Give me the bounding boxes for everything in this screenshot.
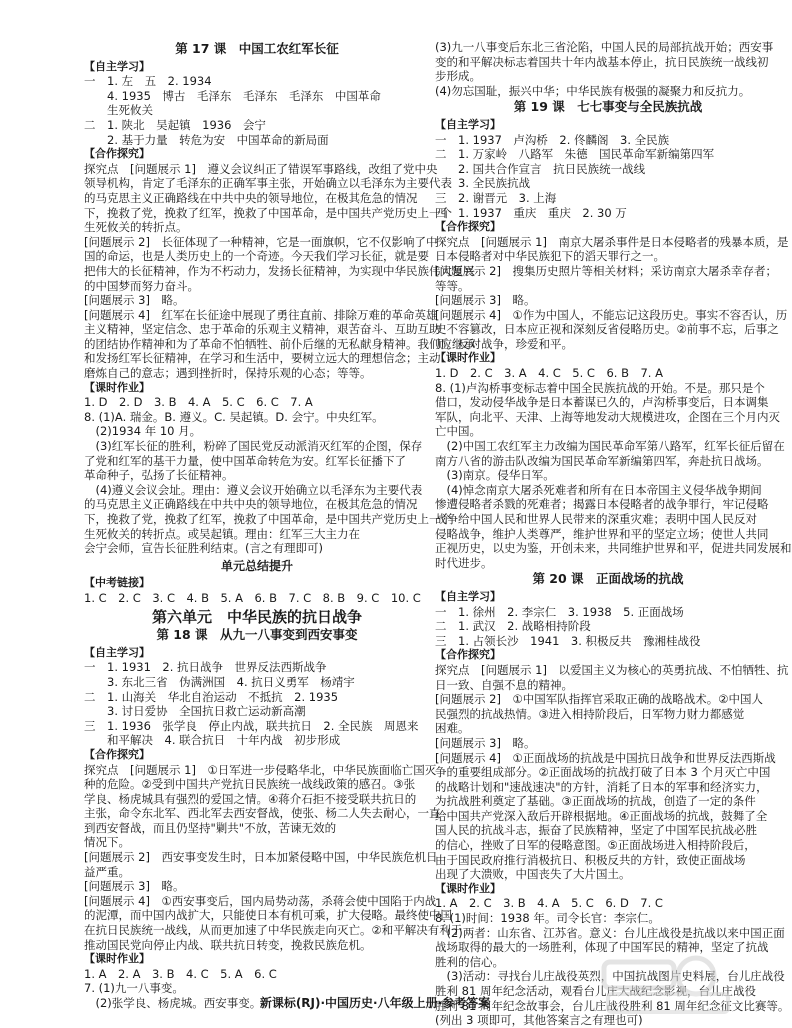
text-line: 困难。 <box>435 721 470 736</box>
text-line: 下，挽救了党，挽救了红军，挽救了中国革命，是中国共产党历史上一个 <box>84 512 452 526</box>
text-line: 情况下。 <box>84 835 130 850</box>
text-line: 民强烈的抗战热情。③进入相持阶段后，日军物力财力都感觉 <box>435 706 745 721</box>
text-line: 3. 全民族抗战 <box>435 176 531 191</box>
text-line: 战场取得的最大的一场胜利，体现了中国军民的精神，坚定了抗战 <box>435 940 769 955</box>
text-line: 8. (1)时间：1938 年。司令长官：李宗仁。 <box>435 911 660 926</box>
text-line: 日本侵略者对中华民族犯下的滔天罪行之一。 <box>435 249 665 264</box>
text-line: 二 1. 武汉 2. 战略相持阶段 <box>435 619 591 634</box>
text-line: 侵略战争，维护人类尊严，维护世界和平的坚定立场；使世人共同 <box>435 526 769 541</box>
text-line: 战争给中国人民和世界人民带来的深重灾难；表明中国人民反对 <box>435 512 757 526</box>
tag-heading: 【自主学习】 <box>435 589 501 603</box>
text-line: (3)红军长征的胜利，粉碎了国民党反动派消灭红军的企图，保存 <box>84 439 423 454</box>
text-line: 和发扬红军长征精神，在学习和生活中，要树立远大的理想信念；主动 <box>84 351 441 366</box>
text-line: 一 1. 徐州 2. 李宗仁 3. 1938 5. 正面战场 <box>435 604 684 619</box>
text-line: 的泥潭，而中国内战扩大，只能使日本有机可乘，扩大侵略。最终使中国 <box>84 908 452 923</box>
text-line: 三 1. 占领长沙 1941 3. 积极反共 豫湘桂战役 <box>435 633 701 648</box>
text-line: 主义精神，坚定信念、忠于革命的乐观主义精神，艰苦奋斗、互助互助 <box>84 322 441 337</box>
text-line: 四 1. 1937 重庆 重庆 2. 30 万 <box>435 205 627 220</box>
text-line: 了党和红军的基干力量，使中国革命转危为安。红军长征播下了 <box>84 453 406 468</box>
text-line: 惨遭侵略者杀戮的死难者；揭露日本侵略者的战争罪行，牢记侵略 <box>435 497 769 512</box>
text-line: 1. C 2. C 3. C 4. B 5. A 6. B 7. C 8. B 9. C 10. C <box>84 590 421 605</box>
text-line: 探究点 [问题展示 1] 遵义会议纠正了错误军事路线，改组了党中央 <box>84 161 438 176</box>
text-line: 的团结协作精神和为了革命不怕牺牲、前仆后继的无私献身精神。我们应继承 <box>84 336 475 351</box>
text-line: 出现了大溃败，中国丧失了大片国土。 <box>435 867 631 882</box>
text-line: 探究点 [问题展示 1] 以爱国主义为核心的英勇抗战、不怕牺牲、抗 <box>435 662 789 677</box>
unit-heading: 第六单元 中华民族的抗日战争 <box>151 607 362 626</box>
text-line: [问题展示 2] 西安事变发生时，日本加紧侵略中国，中华民族危机日 <box>84 850 438 865</box>
page-footer: 新课标(RJ)·中国历史·八年级上册·参考答案 <box>259 996 491 1010</box>
text-line: 8. (1)A. 瑞金。B. 遵义。C. 吴起镇。D. 会宁。中央红军。 <box>84 409 384 424</box>
text-line: 军队，向北平、天津、上海等地发动大规模进攻，企图在三个月内灭 <box>435 409 780 424</box>
text-line: 3. 东北三省 伪满洲国 4. 抗日义勇军 杨靖宇 <box>84 674 355 689</box>
text-line: 探究点 [问题展示 1] ①日军进一步侵略华北，中华民族面临亡国灭 <box>84 762 437 777</box>
text-line: 探究点 [问题展示 1] 南京大屠杀事件是日本侵略者的残暴本质，是 <box>435 234 789 249</box>
text-line: 8. (1)卢沟桥事变标志着中国全民族抗战的开始。不是。那只是个 <box>435 380 765 395</box>
text-line: 二 1. 山海关 华北自治运动 不抵抗 2. 1935 <box>84 689 339 704</box>
text-line: 给中国共产党深入敌后开辟根据地。④正面战场的抗战，鼓舞了全 <box>435 808 768 823</box>
text-line: 南方八省的游击队改编为国民革命军新编第四军，奔赴抗日战场。 <box>435 453 769 468</box>
text-line: 磨炼自己的意志；遇到挫折时，保持乐观的心态；等等。 <box>84 366 372 381</box>
tag-heading: 【自主学习】 <box>84 645 150 659</box>
text-line: 胜利 81 周年纪念活动，观看台儿庄大战纪念影视，台儿庄战役 <box>435 984 756 998</box>
text-line: 日一致、自强不息的精神。 <box>435 677 573 692</box>
text-line: 借口，发动侵华战争是日本蓄谋已久的，卢沟桥事变后，日本调集 <box>435 395 769 410</box>
text-line: 种的危险。②受到中国共产党抗日民族统一战线政策的感召。③张 <box>84 777 416 792</box>
text-line: 变的和平解决标志着国共十年内战基本停止，抗日民族统一战线初 <box>435 54 769 69</box>
text-line: (4)悼念南京大屠杀死难者和所有在日本帝国主义侵华战争期间 <box>435 482 762 497</box>
text-line: 生死攸关的转折点。 <box>84 220 188 235</box>
text-line: 1. D 2. C 3. A 4. C 5. C 6. B 7. A <box>435 366 663 381</box>
text-line: 一 1. 1937 卢沟桥 2. 佟麟阁 3. 全民族 <box>435 132 670 147</box>
text-line: 的马克思主义正确路线在中共中央的领导地位，在极其危急的情况 <box>84 497 418 512</box>
text-line: (2)张学良、杨虎城。西安事变。 <box>84 996 262 1010</box>
text-line: 把伟大的长征精神，作为不朽动力，发扬长征精神，为实现中华民族伟大复兴 <box>84 263 475 278</box>
tag-heading: 【自主学习】 <box>435 117 501 131</box>
text-line: 师。反对战争，珍爱和平。 <box>435 336 573 351</box>
lesson-heading: 第 20 课 正面战场的抗战 <box>532 571 684 587</box>
text-line: 益严重。 <box>84 864 130 879</box>
text-line: 的战略计划和"速战速决"的方针，消耗了日本的军事和经济实力， <box>435 779 768 794</box>
text-line: [问题展示 4] ①西安事变后，国内局势动荡，杀蒋会使中国陷于内战 <box>84 893 437 908</box>
text-line: 国人民的抗战斗志，振奋了民族精神，坚定了中国军民抗战必胜 <box>435 823 757 838</box>
text-line: 一 1. 左 五 2. 1934 <box>84 74 212 89</box>
text-line: [问题展示 2] ①中国军队指挥官采取正确的战略战术。②中国人 <box>435 692 764 707</box>
text-line: 推动国民党向停止内战、联共抗日转变，挽救民族危机。 <box>84 937 372 952</box>
text-line: 革命种子，弘扬了长征精神。 <box>84 468 234 483</box>
tag-heading: 【中考链接】 <box>84 576 150 590</box>
text-line: 三 1. 1936 张学良 停止内战，联共抗日 2. 全民族 周恩来 <box>84 718 419 733</box>
text-line: 1. D 2. D 3. B 4. A 5. C 6. C 7. A <box>84 395 313 410</box>
text-line: 二 1. 陕北 吴起镇 1936 会宁 <box>84 117 266 132</box>
text-line: [问题展示 3] 略。 <box>435 293 536 308</box>
text-line: 3. 讨日爱协 全国抗日救亡运动新高潮 <box>84 704 306 719</box>
text-line: 下，挽救了党，挽救了红军，挽救了中国革命，是中国共产党历史上一个 <box>84 205 452 220</box>
tag-heading: 【合作探究】 <box>435 648 501 662</box>
text-line: 的信心，挫败了日军的侵略意图。⑤正面战场进入相持阶段后， <box>435 838 756 853</box>
text-line: (2)1934 年 10 月。 <box>84 424 202 439</box>
text-line: 时代进步。 <box>435 555 493 570</box>
text-line: 1. A 2. A 3. B 4. C 5. A 6. C <box>84 966 277 981</box>
tag-heading: 【课时作业】 <box>435 351 501 365</box>
text-line: (4)遵义会议会址。理由：遵义会议开始确立以毛泽东为主要代表 <box>84 482 423 497</box>
watermark-logo <box>598 952 738 1018</box>
text-line: 到西安督战，而且仍坚持"剿共"不放，苦谏无效的 <box>84 820 337 835</box>
text-line: 胜利 81 周年纪念故事会，台儿庄战役胜利 81 周年纪念征文比赛等。 <box>435 998 790 1013</box>
text-line: 二 1. 万家岭 八路军 朱德 国民革命军新编第四军 <box>435 147 715 162</box>
text-line: 会宁会师，宣告长征胜利结束。(言之有理即可) <box>84 541 323 556</box>
text-line: 一 1. 1931 2. 抗日战争 世界反法西斯战争 <box>84 660 327 675</box>
text-line: 等等。 <box>435 278 470 293</box>
lesson-heading: 第 18 课 从九一八事变到西安事变 <box>156 627 358 643</box>
tag-heading: 【自主学习】 <box>84 59 150 73</box>
text-line: [问题展示 4] 红军在长征途中展现了勇往直前、排除万难的革命英雄 <box>84 307 438 322</box>
text-line: [问题展示 3] 略。 <box>435 735 536 750</box>
text-line: 国的命运，也是人类历史上的一个奇迹。今天我们学习长征，就是要 <box>84 249 429 264</box>
tag-heading: 【合作探究】 <box>84 747 150 761</box>
lesson-heading: 第 19 课 七七事变与全民族抗战 <box>513 99 703 115</box>
text-line: [问题展示 4] ①作为中国人，不能忘记这段历史。事实不容否认，历 <box>435 307 788 322</box>
tag-heading: 【合作探究】 <box>84 147 150 161</box>
text-line: (2)两者：山东省、江苏省。意义：台儿庄战役是抗战以来中国正面 <box>435 925 785 940</box>
text-line: (3)南京。侵华日军。 <box>435 468 555 483</box>
text-line: 和平解决 4. 联合抗日 十年内战 初步形成 <box>84 733 341 748</box>
text-line: 的中国梦而努力奋斗。 <box>84 278 199 293</box>
text-line: (3)活动：寻找台儿庄战役英烈，中国抗战图片史料展，台儿庄战役 <box>435 969 785 984</box>
text-line: 由于国民政府推行消极抗日、积极反共的方针，致使正面战场 <box>435 852 746 867</box>
text-line: 步形成。 <box>435 69 481 84</box>
text-line: (4)勿忘国耻，振兴中华；中华民族有极强的凝聚力和反抗力。 <box>435 83 751 98</box>
text-line: [问题展示 3] 略。 <box>84 293 185 308</box>
text-line: [问题展示 4] ①正面战场的抗战是中国抗日战争和世界反法西斯战 <box>435 750 776 765</box>
text-line: 亡中国。 <box>435 424 481 439</box>
text-line: 的马克思主义正确路线在中共中央的领导地位，在极其危急的情况 <box>84 190 418 205</box>
text-line: 正视历史，以史为鉴，开创未来，共同维护世界和平，促进共同发展和 <box>435 541 792 556</box>
text-line: 三 2. 谢晋元 3. 上海 <box>435 190 557 205</box>
text-line: 生死攸关 <box>84 103 153 118</box>
text-line: 在抗日民族统一战线，从而更加速了中华民族走向灭亡。②和平解决有利于 <box>84 923 463 938</box>
text-line: 1. A 2. C 3. B 4. A 5. C 6. D 7. C <box>435 896 663 911</box>
tag-heading: 【课时作业】 <box>84 952 150 966</box>
text-line: 史不容篡改，日本应正视和深刻反省侵略历史。②前事不忘，后事之 <box>435 322 779 337</box>
text-line: (3)九一八事变后东北三省沦陷，中国人民的局部抗战开始；西安事 <box>435 40 774 54</box>
text-line: 2. 国共合作宣言 抗日民族统一战线 <box>435 161 646 176</box>
text-line: 4. 1935 博古 毛泽东 毛泽东 毛泽东 中国革命 <box>84 88 381 103</box>
text-line: 主张，命令东北军、西北军去西安督战，使张、杨二人失去耐心，一直 <box>84 806 441 821</box>
text-line: 胜利的信心。 <box>435 954 504 969</box>
text-line: 7. (1)九一八事变。 <box>84 981 184 996</box>
text-line: 学良、杨虎城具有强烈的爱国之情。④蒋介石拒不接受联共抗日的 <box>84 791 417 806</box>
text-line: 领导机构，肯定了毛泽东的正确军事主张，开始确立以毛泽东为主要代表 <box>84 176 452 191</box>
text-line: [问题展示 2] 长征体现了一种精神，它是一面旗帜，它不仅影响了中 <box>84 234 438 249</box>
lesson-heading: 第 17 课 中国工农红军长征 <box>175 41 339 56</box>
text-line: [问题展示 3] 略。 <box>84 879 185 894</box>
text-line: 生死攸关的转折点。或吴起镇。理由：红军三大主力在 <box>84 526 360 541</box>
text-line: 2. 基于力量 转危为安 中国革命的新局面 <box>84 132 329 147</box>
text-line: (2)中国工农红军主力改编为国民革命军第八路军，红军长征后留在 <box>435 439 785 454</box>
tag-heading: 【课时作业】 <box>84 380 150 394</box>
sub-heading: 单元总结提升 <box>220 558 293 573</box>
tag-heading: 【合作探究】 <box>435 220 501 234</box>
right-column <box>435 40 792 1028</box>
text-line: 争的重要组成部分。②正面战场的抗战打破了日本 3 个月灭亡中国 <box>435 765 771 780</box>
tag-heading: 【课时作业】 <box>435 881 501 895</box>
text-line: (列出 3 项即可，其他答案言之有理也可) <box>435 1013 643 1028</box>
text-line: 为抗战胜利奠定了基础。③正面战场的抗战，创造了一定的条件 <box>435 794 756 809</box>
text-line: [问题展示 2] 搜集历史照片等相关材料；采访南京大屠杀幸存者； <box>435 263 777 278</box>
